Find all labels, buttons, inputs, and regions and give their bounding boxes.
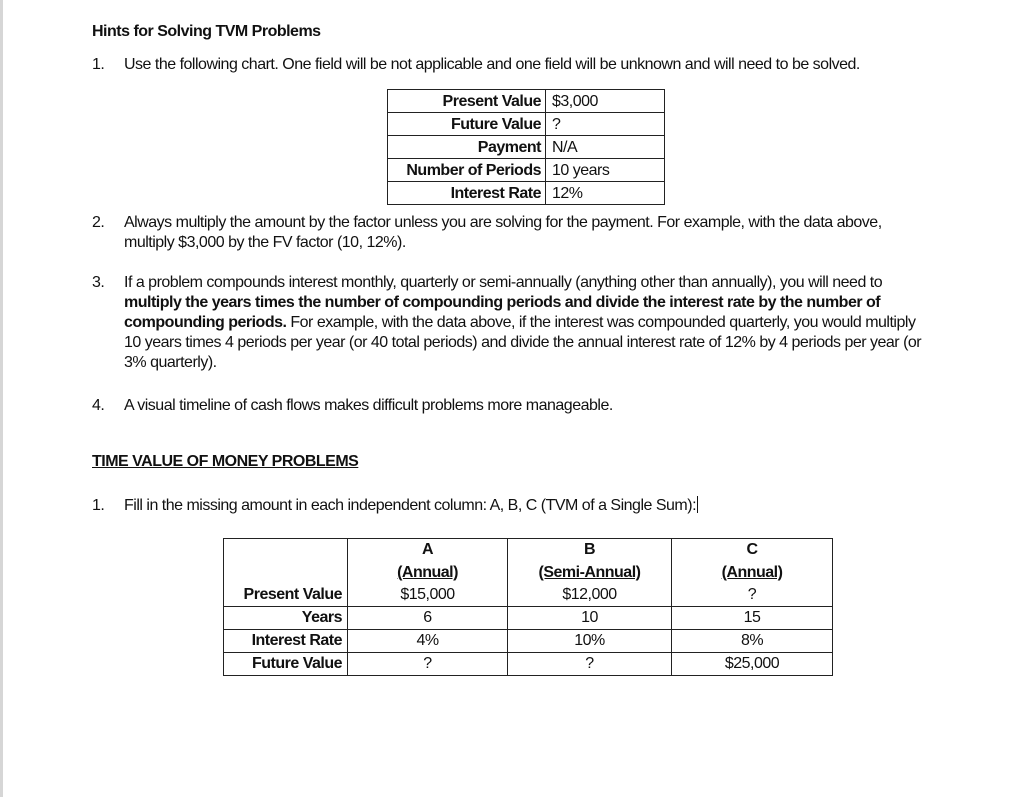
problem-1-number: 1. [92,497,105,514]
table-row [224,607,833,630]
hint-3-number: 3. [92,274,105,291]
hint-3-line: 3% quarterly). [124,354,217,371]
hint-1-number: 1. [92,56,105,73]
table-cell: $25,000 [672,653,833,676]
hint-label: Interest Rate [388,182,546,205]
table-cell: 6 [348,607,508,630]
hint-value: 10 years [546,159,665,182]
hint-3-line-bold [124,293,984,313]
table-cell: 10% [508,630,672,653]
text-cursor [697,496,698,513]
row-label: Future Value [224,653,348,676]
hint-value: N/A [546,136,665,159]
table-row [224,653,833,676]
section-title: TIME VALUE OF MONEY PROBLEMS [92,453,359,470]
subheader-empty-cell [224,561,348,584]
hint-label: Future Value [388,113,546,136]
hint-row-future-value [388,113,665,136]
hint-3-line: If a problem compounds interest monthly, quarterly or semi-annually (anything other than annually), you will need to [124,274,883,291]
row-label: Interest Rate [224,630,348,653]
row-label: Present Value [224,584,348,607]
column-letter: A [348,539,508,562]
column-compounding [508,561,672,584]
hint-2-line: multiply $3,000 by the FV factor (10, 12%). [124,234,406,251]
hint-label: Payment [388,136,546,159]
problem-1-text[interactable] [124,496,984,516]
hint-3-bold: multiply the years times the number of compounding periods and divide the interest rate by the number of [124,294,881,311]
hint-label: Number of Periods [388,159,546,182]
table-row [224,584,833,607]
hint-1-text: Use the following chart. One field will be not applicable and one field will be unknown and will need to be solved. [124,56,860,73]
column-letter: B [508,539,672,562]
hints-title: Hints for Solving TVM Problems [92,23,321,40]
table-cell: $15,000 [348,584,508,607]
row-label: Years [224,607,348,630]
hint-row-payment [388,136,665,159]
hint-4-number: 4. [92,397,105,414]
column-compounding [348,561,508,584]
hint-4-text: A visual timeline of cash flows makes difficult problems more manageable. [124,397,613,414]
hint-row-interest-rate [388,182,665,205]
problem-1-prompt: Fill in the missing amount in each independent column: A, B, C (TVM of a Single Sum): [124,497,697,514]
column-letter: C [672,539,833,562]
column-compounding [672,561,833,584]
hint-label: Present Value [388,90,546,113]
hint-3-text [124,273,984,373]
tvm-problem-table [223,538,833,676]
hint-2-number: 2. [92,214,105,231]
hint-3-rest: For example, with the data above, if the interest was compounded quarterly, you would multiply [286,314,916,331]
hint-3-line: 10 years times 4 periods per year (or 40 total periods) and divide the annual interest rate of 12% by 4 periods per year (or [124,334,922,351]
hint-row-present-value [388,90,665,113]
hint-3-line [124,313,984,333]
tvm-hint-table [387,89,665,205]
table-cell: ? [672,584,833,607]
column-compounding-text: (Semi-Annual) [538,563,641,581]
hint-row-periods [388,159,665,182]
table-cell: 8% [672,630,833,653]
column-compounding-text: (Annual) [721,563,783,581]
hint-3-bold: compounding periods. [124,314,287,331]
column-compounding-text: (Annual) [397,563,458,581]
table-row [224,630,833,653]
table-cell: ? [348,653,508,676]
table-subheader-row [224,561,833,584]
hint-value: $3,000 [546,90,665,113]
hint-value: ? [546,113,665,136]
hint-2-line: Always multiply the amount by the factor unless you are solving for the payment. For example, with the data above, [124,214,882,231]
table-cell: 4% [348,630,508,653]
table-cell: $12,000 [508,584,672,607]
page-left-edge [0,0,3,797]
table-cell: ? [508,653,672,676]
header-empty-cell [224,539,348,562]
hint-value: 12% [546,182,665,205]
hint-2-text [124,213,984,253]
table-cell: 15 [672,607,833,630]
table-cell: 10 [508,607,672,630]
table-header-row [224,539,833,562]
